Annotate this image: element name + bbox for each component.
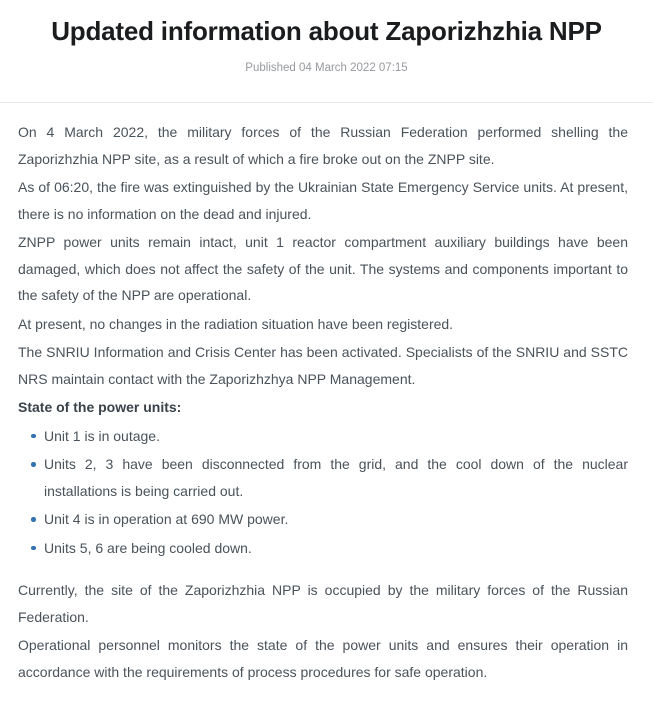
- page-title: Updated information about Zaporizhzhia NPP: [51, 16, 602, 46]
- bullet-icon: [31, 517, 36, 522]
- article-header: [0, 0, 653, 103]
- paragraph-units-intact: ZNPP power units remain intact, unit 1 reactor compartment auxiliary buildings have been damaged, which does not affect the safety of the unit. The systems and components important to the safety of the NPP are operational.: [18, 234, 628, 303]
- paragraph-shelling: On 4 March 2022, the military forces of the Russian Federation performed shelling the Zaporizhzhia NPP site, as a result of which a fire broke out on the ZNPP site.: [18, 124, 628, 167]
- bullet-icon: [31, 434, 36, 439]
- power-units-list: [18, 423, 628, 562]
- list-item-units-2-3: [44, 451, 628, 504]
- bullet-icon: [31, 462, 36, 467]
- list-item-text: Units 2, 3 have been disconnected from the grid, and the cool down of the nuclear installations is being carried out.: [44, 456, 628, 499]
- article-content: [0, 103, 653, 685]
- paragraph-fire-extinguished: As of 06:20, the fire was extinguished by the Ukrainian State Emergency Service units. At present, there is no information on the dead and injured.: [18, 179, 628, 222]
- list-item-text: Unit 1 is in outage.: [44, 427, 160, 444]
- paragraph-crisis-center: The SNRIU Information and Crisis Center has been activated. Specialists of the SNRIU and SSTC NRS maintain contact with the Zaporizhzhya NPP Management.: [18, 344, 628, 387]
- paragraph-site-occupied: Currently, the site of the Zaporizhzhia NPP is occupied by the military forces of the Russian Federation.: [18, 582, 628, 625]
- list-item-units-5-6: [44, 535, 628, 562]
- paragraph-operational-personnel: Operational personnel monitors the state of the power units and ensures their operation in accordance with the requirements of process procedures for safe operation.: [18, 637, 628, 680]
- paragraph-radiation: At present, no changes in the radiation situation have been registered.: [18, 315, 454, 332]
- published-date: Published 04 March 2022 07:15: [245, 62, 408, 74]
- bullet-icon: [31, 546, 36, 551]
- list-item-text: Units 5, 6 are being cooled down.: [44, 539, 252, 556]
- list-item-unit-1: [44, 423, 628, 450]
- list-item-text: Unit 4 is in operation at 690 MW power.: [44, 511, 289, 527]
- power-units-heading: State of the power units:: [18, 399, 182, 415]
- list-item-unit-4: [44, 506, 628, 533]
